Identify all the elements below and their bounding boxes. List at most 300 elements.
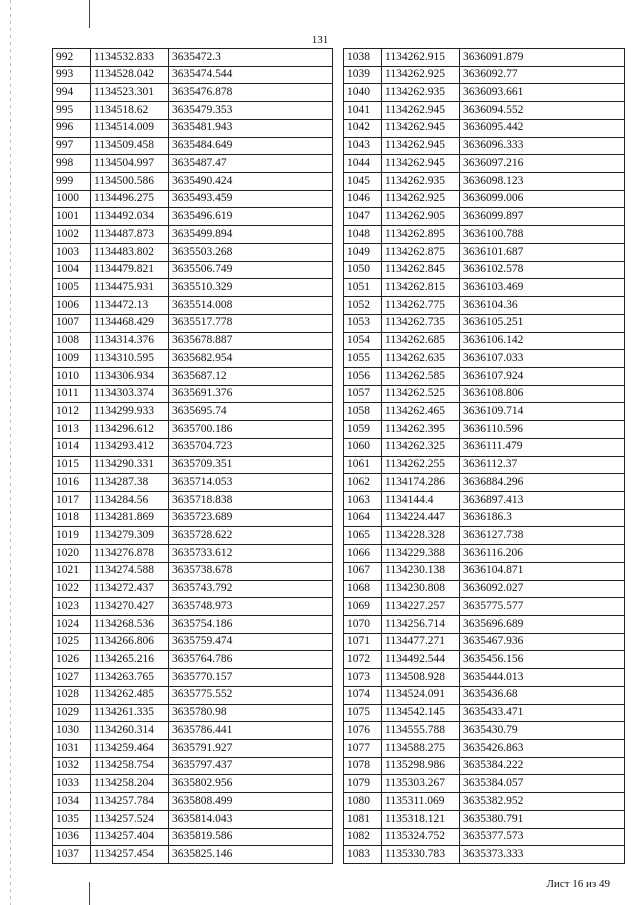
point-number-cell: 1059 bbox=[344, 421, 382, 439]
y-coordinate-cell: 3635503.268 bbox=[169, 243, 333, 261]
table-row bbox=[53, 297, 333, 315]
table-row bbox=[344, 297, 625, 315]
point-number-cell: 993 bbox=[53, 66, 91, 84]
table-row bbox=[53, 722, 333, 740]
table-row bbox=[53, 704, 333, 722]
point-number-cell: 1029 bbox=[53, 704, 91, 722]
x-coordinate-cell: 1134262.925 bbox=[382, 66, 460, 84]
y-coordinate-cell: 3636112.37 bbox=[460, 456, 625, 474]
y-coordinate-cell: 3635472.3 bbox=[169, 49, 333, 67]
point-number-cell: 1038 bbox=[344, 49, 382, 67]
x-coordinate-cell: 1134514.009 bbox=[91, 119, 169, 137]
table-row bbox=[344, 421, 625, 439]
point-number-cell: 1035 bbox=[53, 810, 91, 828]
point-number-cell: 1068 bbox=[344, 580, 382, 598]
table-row bbox=[344, 846, 625, 864]
table-row bbox=[344, 332, 625, 350]
x-coordinate-cell: 1134555.788 bbox=[382, 722, 460, 740]
y-coordinate-cell: 3636100.788 bbox=[460, 226, 625, 244]
x-coordinate-cell: 1134262.255 bbox=[382, 456, 460, 474]
y-coordinate-cell: 3636186.3 bbox=[460, 509, 625, 527]
x-coordinate-cell: 1134262.465 bbox=[382, 403, 460, 421]
y-coordinate-cell: 3635687.12 bbox=[169, 367, 333, 385]
x-coordinate-cell: 1134262.945 bbox=[382, 155, 460, 173]
point-number-cell: 1007 bbox=[53, 314, 91, 332]
y-coordinate-cell: 3636092.027 bbox=[460, 580, 625, 598]
x-coordinate-cell: 1134268.536 bbox=[91, 616, 169, 634]
y-coordinate-cell: 3635430.79 bbox=[460, 722, 625, 740]
point-number-cell: 1019 bbox=[53, 527, 91, 545]
point-number-cell: 999 bbox=[53, 173, 91, 191]
x-coordinate-cell: 1134588.275 bbox=[382, 740, 460, 758]
y-coordinate-cell: 3636127.738 bbox=[460, 527, 625, 545]
x-coordinate-cell: 1134299.933 bbox=[91, 403, 169, 421]
y-coordinate-cell: 3635754.186 bbox=[169, 616, 333, 634]
point-number-cell: 1055 bbox=[344, 350, 382, 368]
x-coordinate-cell: 1134475.931 bbox=[91, 279, 169, 297]
y-coordinate-cell: 3635759.474 bbox=[169, 633, 333, 651]
y-coordinate-cell: 3635380.791 bbox=[460, 810, 625, 828]
table-row bbox=[344, 350, 625, 368]
y-coordinate-cell: 3635764.786 bbox=[169, 651, 333, 669]
y-coordinate-cell: 3635682.954 bbox=[169, 350, 333, 368]
table-row bbox=[344, 722, 625, 740]
point-number-cell: 1024 bbox=[53, 616, 91, 634]
point-number-cell: 1049 bbox=[344, 243, 382, 261]
table-row bbox=[344, 810, 625, 828]
y-coordinate-cell: 3635678.887 bbox=[169, 332, 333, 350]
coordinates-table-left bbox=[52, 48, 333, 864]
table-row bbox=[344, 243, 625, 261]
table-row bbox=[344, 84, 625, 102]
table-row bbox=[344, 261, 625, 279]
table-row bbox=[53, 385, 333, 403]
table-row bbox=[344, 828, 625, 846]
x-coordinate-cell: 1134509.458 bbox=[91, 137, 169, 155]
x-coordinate-cell: 1134265.216 bbox=[91, 651, 169, 669]
table-row bbox=[53, 332, 333, 350]
x-coordinate-cell: 1134259.464 bbox=[91, 740, 169, 758]
y-coordinate-cell: 3635433.471 bbox=[460, 704, 625, 722]
point-number-cell: 1006 bbox=[53, 297, 91, 315]
point-number-cell: 1067 bbox=[344, 562, 382, 580]
y-coordinate-cell: 3635490.424 bbox=[169, 173, 333, 191]
x-coordinate-cell: 1134314.376 bbox=[91, 332, 169, 350]
point-number-cell: 1072 bbox=[344, 651, 382, 669]
table-row bbox=[344, 686, 625, 704]
x-coordinate-cell: 1134262.395 bbox=[382, 421, 460, 439]
x-coordinate-cell: 1134258.754 bbox=[91, 757, 169, 775]
table-row bbox=[344, 580, 625, 598]
table-row bbox=[53, 102, 333, 120]
x-coordinate-cell: 1134500.586 bbox=[91, 173, 169, 191]
y-coordinate-cell: 3635696.689 bbox=[460, 616, 625, 634]
y-coordinate-cell: 3635377.573 bbox=[460, 828, 625, 846]
x-coordinate-cell: 1135303.267 bbox=[382, 775, 460, 793]
point-number-cell: 1010 bbox=[53, 367, 91, 385]
x-coordinate-cell: 1134263.765 bbox=[91, 669, 169, 687]
point-number-cell: 1082 bbox=[344, 828, 382, 846]
table-row bbox=[344, 367, 625, 385]
point-number-cell: 1042 bbox=[344, 119, 382, 137]
coordinates-table-right-body bbox=[344, 49, 625, 864]
x-coordinate-cell: 1135330.783 bbox=[382, 846, 460, 864]
point-number-cell: 1017 bbox=[53, 491, 91, 509]
point-number-cell: 1005 bbox=[53, 279, 91, 297]
point-number-cell: 1081 bbox=[344, 810, 382, 828]
x-coordinate-cell: 1134296.612 bbox=[91, 421, 169, 439]
y-coordinate-cell: 3636109.714 bbox=[460, 403, 625, 421]
x-coordinate-cell: 1134483.802 bbox=[91, 243, 169, 261]
point-number-cell: 997 bbox=[53, 137, 91, 155]
x-coordinate-cell: 1134472.13 bbox=[91, 297, 169, 315]
table-row bbox=[344, 793, 625, 811]
table-row bbox=[53, 562, 333, 580]
x-coordinate-cell: 1134261.335 bbox=[91, 704, 169, 722]
y-coordinate-cell: 3635510.329 bbox=[169, 279, 333, 297]
y-coordinate-cell: 3635797.437 bbox=[169, 757, 333, 775]
table-row bbox=[53, 616, 333, 634]
table-row bbox=[53, 828, 333, 846]
y-coordinate-cell: 3636897.413 bbox=[460, 491, 625, 509]
point-number-cell: 1037 bbox=[53, 846, 91, 864]
x-coordinate-cell: 1134262.325 bbox=[382, 438, 460, 456]
table-row bbox=[53, 367, 333, 385]
table-row bbox=[53, 757, 333, 775]
point-number-cell: 1047 bbox=[344, 208, 382, 226]
x-coordinate-cell: 1134504.997 bbox=[91, 155, 169, 173]
table-row bbox=[53, 66, 333, 84]
table-row bbox=[344, 669, 625, 687]
x-coordinate-cell: 1134272.437 bbox=[91, 580, 169, 598]
y-coordinate-cell: 3635481.943 bbox=[169, 119, 333, 137]
point-number-cell: 1058 bbox=[344, 403, 382, 421]
table-row bbox=[344, 633, 625, 651]
table-row bbox=[344, 438, 625, 456]
x-coordinate-cell: 1134270.427 bbox=[91, 598, 169, 616]
table-row bbox=[344, 385, 625, 403]
y-coordinate-cell: 3635704.723 bbox=[169, 438, 333, 456]
x-coordinate-cell: 1134260.314 bbox=[91, 722, 169, 740]
point-number-cell: 1075 bbox=[344, 704, 382, 722]
y-coordinate-cell: 3636104.36 bbox=[460, 297, 625, 315]
x-coordinate-cell: 1134487.873 bbox=[91, 226, 169, 244]
point-number-cell: 1056 bbox=[344, 367, 382, 385]
x-coordinate-cell: 1134262.895 bbox=[382, 226, 460, 244]
y-coordinate-cell: 3635476.878 bbox=[169, 84, 333, 102]
y-coordinate-cell: 3636097.216 bbox=[460, 155, 625, 173]
x-coordinate-cell: 1134293.412 bbox=[91, 438, 169, 456]
table-row bbox=[344, 137, 625, 155]
point-number-cell: 1023 bbox=[53, 598, 91, 616]
y-coordinate-cell: 3635499.894 bbox=[169, 226, 333, 244]
x-coordinate-cell: 1134230.138 bbox=[382, 562, 460, 580]
table-row bbox=[53, 580, 333, 598]
y-coordinate-cell: 3635496.619 bbox=[169, 208, 333, 226]
y-coordinate-cell: 3636111.479 bbox=[460, 438, 625, 456]
x-coordinate-cell: 1134262.735 bbox=[382, 314, 460, 332]
y-coordinate-cell: 3636110.596 bbox=[460, 421, 625, 439]
x-coordinate-cell: 1135318.121 bbox=[382, 810, 460, 828]
x-coordinate-cell: 1134492.544 bbox=[382, 651, 460, 669]
y-coordinate-cell: 3635748.973 bbox=[169, 598, 333, 616]
table-row bbox=[344, 545, 625, 563]
x-coordinate-cell: 1134262.585 bbox=[382, 367, 460, 385]
table-row bbox=[344, 119, 625, 137]
y-coordinate-cell: 3635373.333 bbox=[460, 846, 625, 864]
x-coordinate-cell: 1134257.784 bbox=[91, 793, 169, 811]
x-coordinate-cell: 1134227.257 bbox=[382, 598, 460, 616]
x-coordinate-cell: 1134274.588 bbox=[91, 562, 169, 580]
y-coordinate-cell: 3636103.469 bbox=[460, 279, 625, 297]
x-coordinate-cell: 1135298.986 bbox=[382, 757, 460, 775]
table-row bbox=[344, 314, 625, 332]
x-coordinate-cell: 1134287.38 bbox=[91, 474, 169, 492]
y-coordinate-cell: 3635808.499 bbox=[169, 793, 333, 811]
coordinates-table-left-body bbox=[53, 49, 333, 864]
table-row bbox=[344, 757, 625, 775]
y-coordinate-cell: 3636116.206 bbox=[460, 545, 625, 563]
y-coordinate-cell: 3635493.459 bbox=[169, 190, 333, 208]
point-number-cell: 1014 bbox=[53, 438, 91, 456]
table-row bbox=[344, 226, 625, 244]
table-row bbox=[344, 155, 625, 173]
y-coordinate-cell: 3636101.687 bbox=[460, 243, 625, 261]
y-coordinate-cell: 3635743.792 bbox=[169, 580, 333, 598]
x-coordinate-cell: 1135311.069 bbox=[382, 793, 460, 811]
x-coordinate-cell: 1134496.275 bbox=[91, 190, 169, 208]
point-number-cell: 1015 bbox=[53, 456, 91, 474]
y-coordinate-cell: 3636091.879 bbox=[460, 49, 625, 67]
point-number-cell: 994 bbox=[53, 84, 91, 102]
table-row bbox=[344, 704, 625, 722]
point-number-cell: 995 bbox=[53, 102, 91, 120]
margin-dashed-line bbox=[10, 0, 11, 905]
y-coordinate-cell: 3635484.649 bbox=[169, 137, 333, 155]
table-row bbox=[344, 49, 625, 67]
x-coordinate-cell: 1134256.714 bbox=[382, 616, 460, 634]
y-coordinate-cell: 3635384.057 bbox=[460, 775, 625, 793]
x-coordinate-cell: 1134262.915 bbox=[382, 49, 460, 67]
table-row bbox=[344, 403, 625, 421]
point-number-cell: 1078 bbox=[344, 757, 382, 775]
point-number-cell: 1083 bbox=[344, 846, 382, 864]
point-number-cell: 1034 bbox=[53, 793, 91, 811]
x-coordinate-cell: 1134262.945 bbox=[382, 102, 460, 120]
table-row bbox=[53, 190, 333, 208]
y-coordinate-cell: 3635691.376 bbox=[169, 385, 333, 403]
table-row bbox=[344, 208, 625, 226]
point-number-cell: 1020 bbox=[53, 545, 91, 563]
point-number-cell: 1057 bbox=[344, 385, 382, 403]
table-row bbox=[53, 491, 333, 509]
table-row bbox=[53, 243, 333, 261]
x-coordinate-cell: 1134262.905 bbox=[382, 208, 460, 226]
point-number-cell: 1040 bbox=[344, 84, 382, 102]
table-row bbox=[53, 314, 333, 332]
y-coordinate-cell: 3635444.013 bbox=[460, 669, 625, 687]
point-number-cell: 1070 bbox=[344, 616, 382, 634]
point-number-cell: 1045 bbox=[344, 173, 382, 191]
point-number-cell: 1054 bbox=[344, 332, 382, 350]
x-coordinate-cell: 1134276.878 bbox=[91, 545, 169, 563]
table-row bbox=[344, 527, 625, 545]
point-number-cell: 1051 bbox=[344, 279, 382, 297]
point-number-cell: 1044 bbox=[344, 155, 382, 173]
y-coordinate-cell: 3636105.251 bbox=[460, 314, 625, 332]
y-coordinate-cell: 3636106.142 bbox=[460, 332, 625, 350]
table-row bbox=[53, 208, 333, 226]
point-number-cell: 1009 bbox=[53, 350, 91, 368]
point-number-cell: 1021 bbox=[53, 562, 91, 580]
table-row bbox=[53, 846, 333, 864]
table-row bbox=[53, 474, 333, 492]
table-row bbox=[344, 173, 625, 191]
x-coordinate-cell: 1134224.447 bbox=[382, 509, 460, 527]
y-coordinate-cell: 3636108.806 bbox=[460, 385, 625, 403]
y-coordinate-cell: 3636095.442 bbox=[460, 119, 625, 137]
x-coordinate-cell: 1134262.485 bbox=[91, 686, 169, 704]
y-coordinate-cell: 3635775.552 bbox=[169, 686, 333, 704]
y-coordinate-cell: 3635802.956 bbox=[169, 775, 333, 793]
point-number-cell: 1061 bbox=[344, 456, 382, 474]
point-number-cell: 1043 bbox=[344, 137, 382, 155]
point-number-cell: 1073 bbox=[344, 669, 382, 687]
x-coordinate-cell: 1134477.271 bbox=[382, 633, 460, 651]
point-number-cell: 1064 bbox=[344, 509, 382, 527]
x-coordinate-cell: 1134262.635 bbox=[382, 350, 460, 368]
y-coordinate-cell: 3635467.936 bbox=[460, 633, 625, 651]
table-row bbox=[344, 474, 625, 492]
y-coordinate-cell: 3636092.77 bbox=[460, 66, 625, 84]
y-coordinate-cell: 3635709.351 bbox=[169, 456, 333, 474]
table-row bbox=[53, 509, 333, 527]
x-coordinate-cell: 1134262.925 bbox=[382, 190, 460, 208]
x-coordinate-cell: 1134174.286 bbox=[382, 474, 460, 492]
point-number-cell: 1031 bbox=[53, 740, 91, 758]
table-row bbox=[53, 350, 333, 368]
table-row bbox=[53, 651, 333, 669]
table-row bbox=[344, 66, 625, 84]
x-coordinate-cell: 1134468.429 bbox=[91, 314, 169, 332]
y-coordinate-cell: 3635738.678 bbox=[169, 562, 333, 580]
y-coordinate-cell: 3635714.053 bbox=[169, 474, 333, 492]
point-number-cell: 998 bbox=[53, 155, 91, 173]
x-coordinate-cell: 1134262.685 bbox=[382, 332, 460, 350]
point-number-cell: 1060 bbox=[344, 438, 382, 456]
y-coordinate-cell: 3635474.544 bbox=[169, 66, 333, 84]
table-row bbox=[53, 155, 333, 173]
table-row bbox=[344, 562, 625, 580]
x-coordinate-cell: 1134230.808 bbox=[382, 580, 460, 598]
x-coordinate-cell: 1134542.145 bbox=[382, 704, 460, 722]
x-coordinate-cell: 1134290.331 bbox=[91, 456, 169, 474]
y-coordinate-cell: 3635456.156 bbox=[460, 651, 625, 669]
y-coordinate-cell: 3635728.622 bbox=[169, 527, 333, 545]
y-coordinate-cell: 3635382.952 bbox=[460, 793, 625, 811]
point-number-cell: 1003 bbox=[53, 243, 91, 261]
point-number-cell: 1076 bbox=[344, 722, 382, 740]
x-coordinate-cell: 1134524.091 bbox=[382, 686, 460, 704]
point-number-cell: 1074 bbox=[344, 686, 382, 704]
y-coordinate-cell: 3635514.008 bbox=[169, 297, 333, 315]
point-number-cell: 1004 bbox=[53, 261, 91, 279]
table-row bbox=[53, 545, 333, 563]
point-number-cell: 1062 bbox=[344, 474, 382, 492]
table-row bbox=[53, 261, 333, 279]
x-coordinate-cell: 1134479.821 bbox=[91, 261, 169, 279]
table-row bbox=[53, 137, 333, 155]
table-row bbox=[344, 102, 625, 120]
x-coordinate-cell: 1134279.309 bbox=[91, 527, 169, 545]
x-coordinate-cell: 1134257.404 bbox=[91, 828, 169, 846]
y-coordinate-cell: 3635814.043 bbox=[169, 810, 333, 828]
point-number-cell: 1011 bbox=[53, 385, 91, 403]
y-coordinate-cell: 3635791.927 bbox=[169, 740, 333, 758]
table-row bbox=[53, 279, 333, 297]
point-number-cell: 1033 bbox=[53, 775, 91, 793]
point-number-cell: 1000 bbox=[53, 190, 91, 208]
point-number-cell: 1028 bbox=[53, 686, 91, 704]
table-row bbox=[344, 279, 625, 297]
table-row bbox=[53, 49, 333, 67]
x-coordinate-cell: 1134229.388 bbox=[382, 545, 460, 563]
point-number-cell: 1013 bbox=[53, 421, 91, 439]
coordinates-table-right bbox=[343, 48, 625, 864]
x-coordinate-cell: 1134523.301 bbox=[91, 84, 169, 102]
y-coordinate-cell: 3635780.98 bbox=[169, 704, 333, 722]
point-number-cell: 1069 bbox=[344, 598, 382, 616]
point-number-cell: 1008 bbox=[53, 332, 91, 350]
table-row bbox=[53, 119, 333, 137]
x-coordinate-cell: 1134262.875 bbox=[382, 243, 460, 261]
x-coordinate-cell: 1134310.595 bbox=[91, 350, 169, 368]
x-coordinate-cell: 1134262.775 bbox=[382, 297, 460, 315]
x-coordinate-cell: 1134144.4 bbox=[382, 491, 460, 509]
point-number-cell: 1032 bbox=[53, 757, 91, 775]
table-row bbox=[53, 775, 333, 793]
y-coordinate-cell: 3635770.157 bbox=[169, 669, 333, 687]
table-row bbox=[53, 598, 333, 616]
point-number-cell: 1002 bbox=[53, 226, 91, 244]
y-coordinate-cell: 3636107.033 bbox=[460, 350, 625, 368]
y-coordinate-cell: 3636093.661 bbox=[460, 84, 625, 102]
x-coordinate-cell: 1134262.945 bbox=[382, 137, 460, 155]
y-coordinate-cell: 3635733.612 bbox=[169, 545, 333, 563]
x-coordinate-cell: 1134508.928 bbox=[382, 669, 460, 687]
y-coordinate-cell: 3635786.441 bbox=[169, 722, 333, 740]
x-coordinate-cell: 1134262.945 bbox=[382, 119, 460, 137]
y-coordinate-cell: 3636099.897 bbox=[460, 208, 625, 226]
table-row bbox=[53, 793, 333, 811]
table-row bbox=[53, 633, 333, 651]
table-row bbox=[53, 456, 333, 474]
sheet-footer: Лист 16 из 49 bbox=[546, 878, 610, 890]
point-number-cell: 1036 bbox=[53, 828, 91, 846]
point-number-cell: 1050 bbox=[344, 261, 382, 279]
x-coordinate-cell: 1134518.62 bbox=[91, 102, 169, 120]
point-number-cell: 992 bbox=[53, 49, 91, 67]
x-coordinate-cell: 1134257.454 bbox=[91, 846, 169, 864]
point-number-cell: 1048 bbox=[344, 226, 382, 244]
x-coordinate-cell: 1134532.833 bbox=[91, 49, 169, 67]
table-row bbox=[344, 651, 625, 669]
point-number-cell: 1065 bbox=[344, 527, 382, 545]
table-row bbox=[344, 775, 625, 793]
y-coordinate-cell: 3635695.74 bbox=[169, 403, 333, 421]
point-number-cell: 1039 bbox=[344, 66, 382, 84]
point-number-cell: 1041 bbox=[344, 102, 382, 120]
